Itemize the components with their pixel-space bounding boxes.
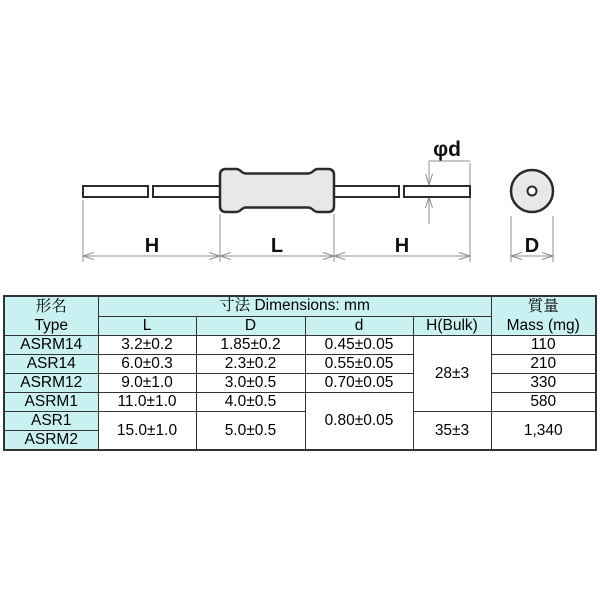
type-header (4, 296, 98, 336)
end-view-lead-circle (528, 187, 537, 196)
mass-cell: 210 (491, 355, 596, 374)
label-d: D (524, 235, 540, 257)
end-view (511, 170, 553, 212)
l-cell: 6.0±0.3 (98, 355, 196, 374)
body-d-cell: 1.85±0.2 (196, 336, 305, 355)
mass-header-en: Mass (mg) (506, 317, 580, 334)
l-cell: 9.0±1.0 (98, 374, 196, 393)
mass-cell: 1,340 (491, 412, 596, 451)
h-bulk-cell: 35±3 (413, 412, 491, 451)
dimensions-table (3, 295, 597, 451)
body-d-cell: 3.0±0.5 (196, 374, 305, 393)
type-cell: ASRM2 (4, 431, 98, 451)
body-d-cell: 5.0±0.5 (196, 412, 305, 451)
l-cell: 11.0±1.0 (98, 393, 196, 412)
label-phi-d: φd (433, 138, 461, 161)
label-l: L (270, 235, 284, 257)
l-cell: 3.2±0.2 (98, 336, 196, 355)
header-row-1 (4, 296, 596, 316)
resistor-body (220, 169, 334, 212)
table-row-asrm1 (4, 393, 596, 412)
lead-left-inner (153, 186, 222, 197)
type-cell: ASR1 (4, 412, 98, 431)
body-d-cell: 2.3±0.2 (196, 355, 305, 374)
resistor-drawing (0, 0, 600, 295)
mass-header (491, 296, 596, 336)
lead-left-outer (83, 186, 148, 197)
type-header-ja: 形名 (35, 298, 67, 315)
lead-right-outer (404, 186, 470, 197)
mass-cell: 580 (491, 393, 596, 412)
table-row-asrm12 (4, 374, 596, 393)
type-cell: ASR14 (4, 355, 98, 374)
lead-right-inner (332, 186, 399, 197)
body-d-cell: 4.0±0.5 (196, 393, 305, 412)
table-row-asr14 (4, 355, 596, 374)
l-cell: 15.0±1.0 (98, 412, 196, 451)
col-header-body-d: D (196, 316, 305, 336)
table-row-asr1 (4, 412, 596, 431)
lead-d-cell: 0.70±0.05 (305, 374, 413, 393)
type-cell: ASRM12 (4, 374, 98, 393)
mass-cell: 330 (491, 374, 596, 393)
lead-d-cell: 0.55±0.05 (305, 355, 413, 374)
col-header-lead-d: d (305, 316, 413, 336)
col-header-h-bulk: H(Bulk) (413, 316, 491, 336)
type-cell: ASRM1 (4, 393, 98, 412)
col-header-l: L (98, 316, 196, 336)
type-header-en: Type (34, 317, 69, 334)
dimensions-header: 寸法 Dimensions: mm (98, 296, 491, 316)
h-bulk-cell: 28±3 (413, 336, 491, 412)
lead-d-cell: 0.80±0.05 (305, 393, 413, 451)
type-cell: ASRM14 (4, 336, 98, 355)
label-h-right: H (394, 235, 410, 257)
table-row-asrm14 (4, 336, 596, 355)
mass-header-ja: 質量 (527, 298, 559, 315)
lead-d-cell: 0.45±0.05 (305, 336, 413, 355)
mass-cell: 110 (491, 336, 596, 355)
label-h-left: H (144, 235, 160, 257)
